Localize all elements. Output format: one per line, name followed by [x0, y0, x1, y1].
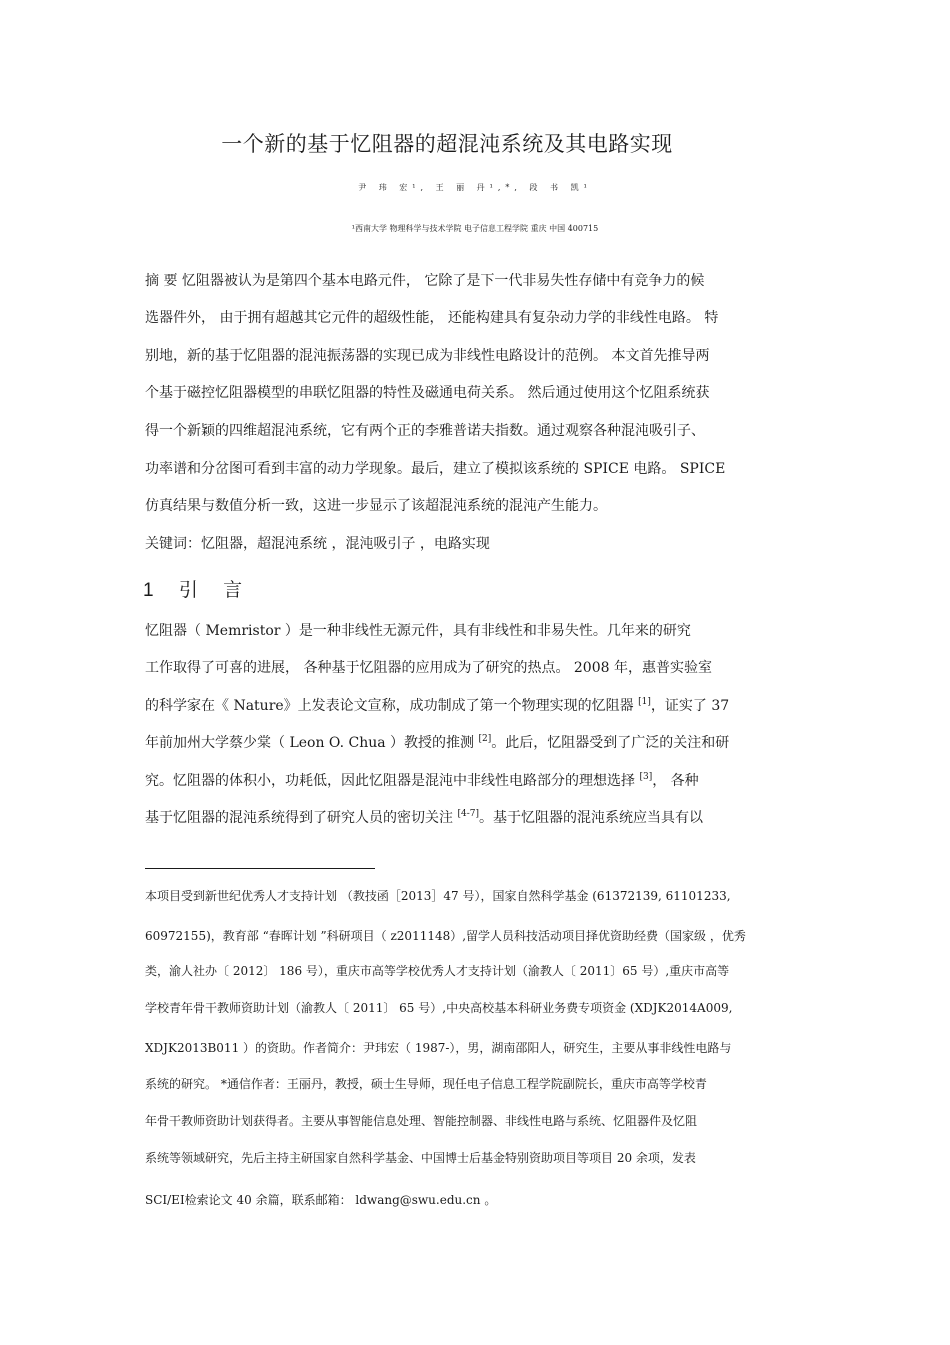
intro-line: 的科学家在《 Nature》上发表论文宣称，成功制成了第一个物理实现的忆阻器 [1]，证实了 37: [145, 697, 730, 714]
footnote-line: 本项目受到新世纪优秀人才支持计划 （教技函［2013］47 号），国家自然科学基金 (61372139, 61101233,: [145, 889, 731, 903]
footnote-line: 类，渝人社办〔 2012〕 186 号），重庆市高等学校优秀人才支持计划（渝教人〔 2011〕65 号）,重庆市高等: [145, 964, 730, 978]
footnote-line: XDJK2013B011 ）的资助。作者简介：尹玮宏（ 1987-），男，湖南邵阳人，研究生，主要从事非线性电路与: [145, 1041, 732, 1055]
abstract-line: 个基于磁控忆阻器模型的串联忆阻器的特性及磁通电荷关系。 然后通过使用这个忆阻系统获: [145, 385, 710, 401]
abstract-line: 得一个新颖的四维超混沌系统，它有两个正的李雅普诺夫指数。通过观察各种混沌吸引子、: [145, 423, 705, 439]
footnote-line: 学校青年骨干教师资助计划（渝教人〔 2011〕 65 号）,中央高校基本科研业务费专项资金 (XDJK2014A009,: [145, 1001, 733, 1015]
citation-ref[interactable]: [4-7]: [457, 809, 479, 819]
author-list: 尹 玮 宏¹, 王 丽 丹¹,*, 段 书 凯¹: [358, 183, 592, 192]
abstract-line: 选器件外， 由于拥有超越其它元件的超级性能， 还能构建具有复杂动力学的非线性电路。 特: [145, 310, 719, 326]
abstract-line: 别地，新的基于忆阻器的混沌振荡器的实现已成为非线性电路设计的范例。 本文首先推导两: [145, 348, 710, 364]
intro-line: 基于忆阻器的混沌系统得到了研究人员的密切关注 [4-7]。基于忆阻器的混沌系统应当具有以: [145, 809, 703, 826]
footnote-line: 系统等领域研究，先后主持主研国家自然科学基金、中国博士后基金特别资助项目等项目 20 余项，发表: [145, 1151, 696, 1165]
footnote-line: 60972155)，教育部 “春晖计划 ”科研项目（ z2011148）,留学人员科技活动项目择优资助经费（国家级 ，优秀: [145, 929, 746, 943]
citation-ref[interactable]: [3]: [639, 772, 653, 782]
footnote-line: 年骨干教师资助计划获得者。主要从事智能信息处理、智能控制器、非线性电路与系统、忆阻器件及忆阻: [145, 1114, 698, 1128]
section-heading: 1 引 言: [143, 580, 253, 601]
keywords: 关键词：忆阻器，超混沌系统 ，混沌吸引子 ，电路实现: [145, 536, 490, 552]
footnote-line: 系统的研究。 *通信作者：王丽丹，教授，硕士生导师，现任电子信息工程学院副院长，重庆市高等学校青: [145, 1077, 707, 1091]
abstract-line: 功率谱和分岔图可看到丰富的动力学现象。最后，建立了模拟该系统的 SPICE 电路。 SPICE: [145, 461, 726, 477]
footnote-line: SCI/EI检索论文 40 余篇，联系邮箱： ldwang@swu.edu.cn 。: [145, 1193, 497, 1207]
footnote-divider: [145, 868, 375, 869]
intro-line: 工作取得了可喜的进展， 各种基于忆阻器的应用成为了研究的热点。 2008 年，惠普实验室: [145, 660, 712, 676]
affiliation: ¹西南大学 物理科学与技术学院 电子信息工程学院 重庆 中国 400715: [351, 224, 599, 233]
citation-ref[interactable]: [1]: [638, 697, 651, 707]
intro-line: 忆阻器（ Memristor ）是一种非线性无源元件，具有非线性和非易失性。几年来的研究: [145, 623, 691, 639]
abstract-line: 仿真结果与数值分析一致，这进一步显示了该超混沌系统的混沌产生能力。: [145, 498, 607, 514]
abstract-line: 摘 要 忆阻器被认为是第四个基本电路元件， 它除了是下一代非易失性存储中有竞争力的候: [145, 273, 705, 289]
paper-title: 一个新的基于忆阻器的超混沌系统及其电路实现: [221, 132, 673, 156]
intro-line: 年前加州大学蔡少棠（ Leon O. Chua ）教授的推测 [2]。此后，忆阻器受到了广泛的关注和研: [145, 734, 730, 751]
citation-ref[interactable]: [2]: [478, 734, 492, 744]
intro-line: 究。忆阻器的体积小，功耗低，因此忆阻器是混沌中非线性电路部分的理想选择 [3]， 各种: [145, 772, 699, 789]
